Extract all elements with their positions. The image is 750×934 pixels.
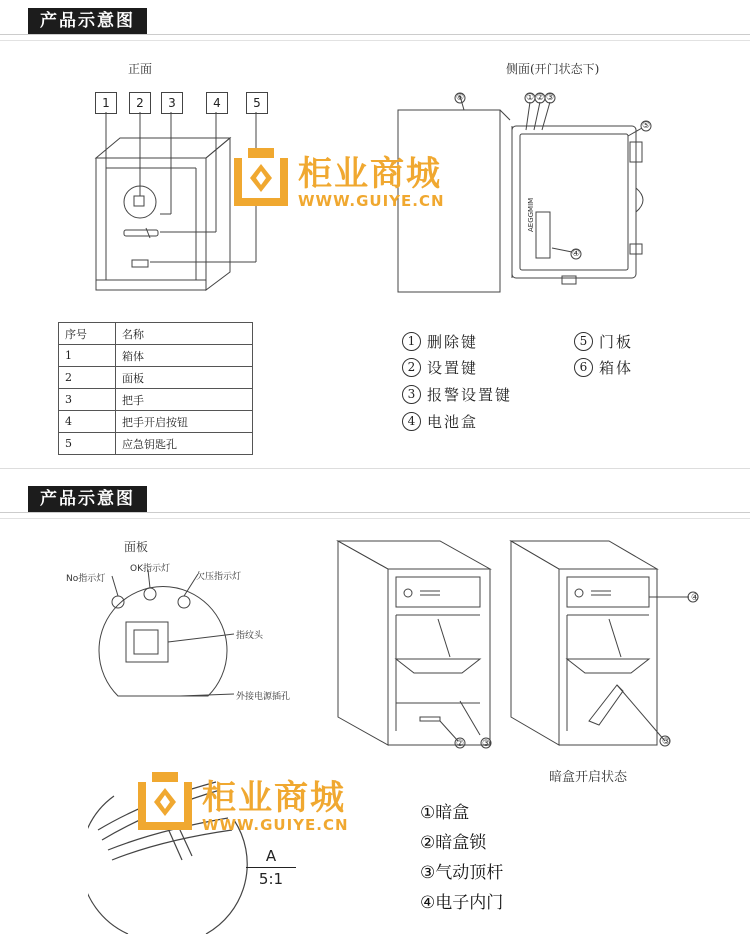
side-callout-1: ①	[526, 93, 535, 103]
panel-label-no-led: No指示灯	[66, 574, 106, 584]
table-cell: 4	[59, 411, 116, 433]
side-legend-item-6: 6 箱体	[574, 357, 633, 378]
panel-title: 面板	[124, 540, 149, 554]
table-cell: 面板	[116, 367, 253, 389]
interior-legend-item-3: ③气动顶杆	[420, 863, 504, 883]
side-legend-item-1: 1 删除键	[402, 331, 478, 352]
front-view-title: 正面	[128, 62, 153, 76]
table-row	[59, 411, 253, 433]
watermark-1	[232, 142, 472, 222]
detail-scale	[246, 847, 296, 888]
table-cell: 把手	[116, 389, 253, 411]
table-cell: 3	[59, 389, 116, 411]
table-cell: 1	[59, 345, 116, 367]
interior-callout-3: ③	[482, 739, 491, 749]
side-legend-item-4: 4 电池盒	[402, 411, 478, 432]
front-callout-5: 5	[246, 92, 268, 114]
interior-legend-item-4: ④电子内门	[420, 893, 504, 913]
interior-open-drawing	[505, 535, 705, 755]
interior-callout-3b: ③	[662, 737, 671, 747]
table-row	[59, 345, 253, 367]
section-title-2: 产品示意图	[28, 486, 147, 512]
panel-drawing	[88, 570, 248, 710]
section-header-1	[0, 4, 750, 38]
interior-callout-4: ④	[691, 593, 700, 603]
panel-label-fingerprint: 指纹头	[236, 631, 264, 641]
panel-label-power-jack: 外接电源插孔	[236, 692, 291, 702]
side-callout-2: ②	[536, 93, 545, 103]
interior-callout-2: ②	[456, 739, 465, 749]
watermark-name: 柜业商城	[298, 154, 442, 194]
front-callout-2: 2	[129, 92, 151, 114]
watermark-url: WWW.GUIYE.CN	[298, 192, 445, 210]
table-row	[59, 389, 253, 411]
table-header-name: 名称	[116, 323, 253, 345]
table-cell: 2	[59, 367, 116, 389]
side-callout-3: ③	[546, 93, 555, 103]
interior-legend-item-2: ②暗盒锁	[420, 833, 487, 853]
interior-legend-item-1: ①暗盒	[420, 803, 470, 823]
table-cell: 应急钥匙孔	[116, 433, 253, 455]
watermark-logo-icon	[232, 146, 290, 208]
watermark-logo-icon	[136, 770, 194, 832]
table-cell: 5	[59, 433, 116, 455]
table-cell: 箱体	[116, 345, 253, 367]
battery-label-text: AEGGMIM	[527, 197, 535, 232]
parts-table	[58, 322, 253, 455]
section-title-1: 产品示意图	[28, 8, 147, 34]
front-callout-3: 3	[161, 92, 183, 114]
table-header-no: 序号	[59, 323, 116, 345]
side-view-title: 侧面(开门状态下)	[506, 62, 600, 76]
side-callout-6: ⑥	[456, 93, 465, 103]
table-row	[59, 367, 253, 389]
table-header-row	[59, 323, 253, 345]
table-cell: 把手开启按钮	[116, 411, 253, 433]
watermark-2	[136, 766, 376, 846]
side-callout-5: ⑤	[642, 121, 651, 131]
scale-top: A	[265, 847, 277, 865]
watermark-name: 柜业商城	[202, 778, 346, 818]
watermark-url: WWW.GUIYE.CN	[202, 816, 349, 834]
panel-label-ok-led: OK指示灯	[130, 564, 170, 574]
interior-closed-drawing	[330, 535, 500, 755]
side-callout-4: ④	[572, 249, 581, 259]
scale-bottom: 5:1	[258, 870, 284, 888]
section-header-2	[0, 482, 750, 516]
side-legend-item-3: 3 报警设置键	[402, 384, 512, 405]
side-legend-item-5: 5 门板	[574, 331, 633, 352]
interior-caption: 暗盒开启状态	[549, 770, 628, 785]
front-callout-1: 1	[95, 92, 117, 114]
panel-label-lowbatt-led: 欠压指示灯	[196, 572, 242, 582]
table-row	[59, 433, 253, 455]
front-callout-4: 4	[206, 92, 228, 114]
side-legend-item-2: 2 设置键	[402, 357, 478, 378]
